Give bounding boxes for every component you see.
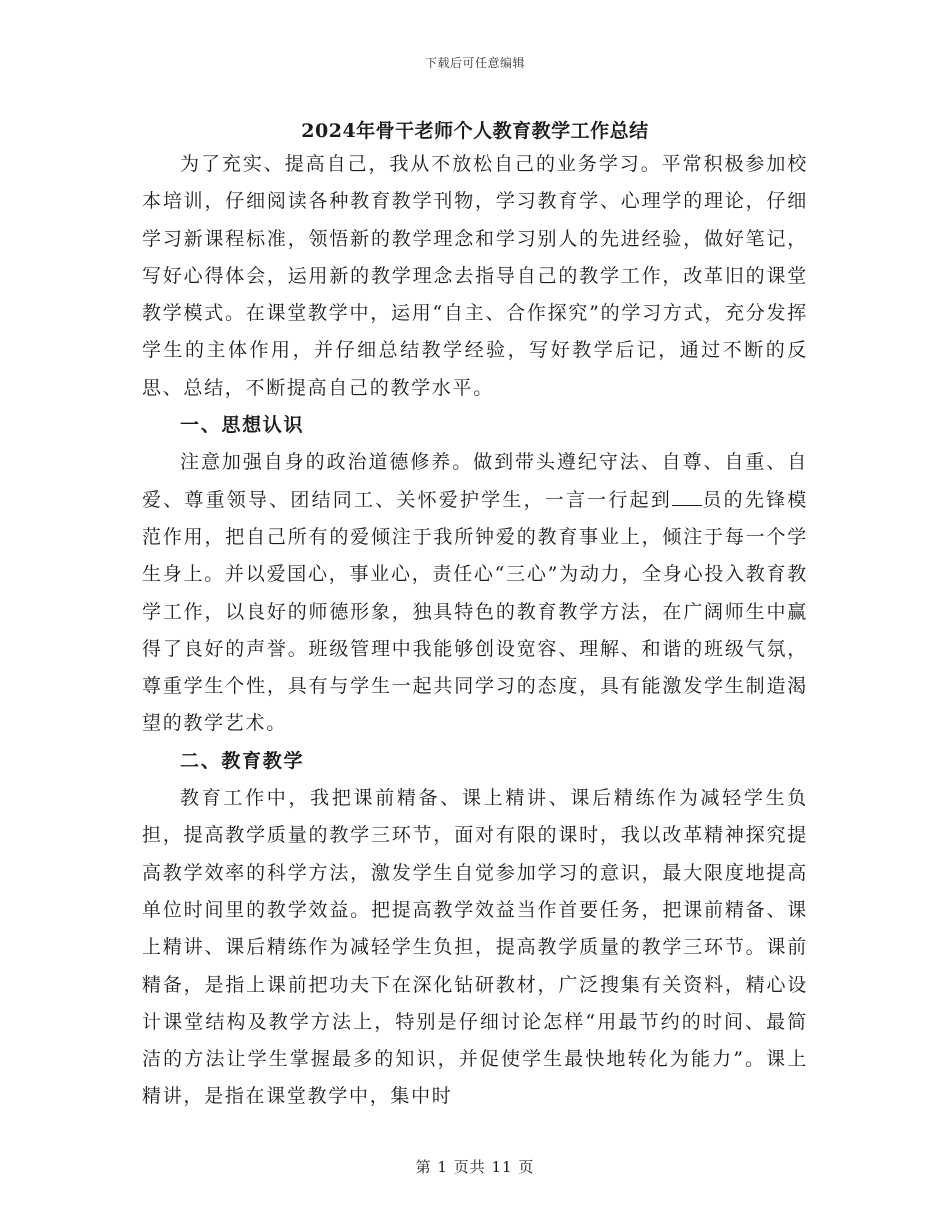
thought-text-part2: 员的先锋模范作用，把自己所有的爱倾注于我所钟爱的教育事业上，倾注于每一个学生身上。并以爱国心，事业心，责任心“三心”为动力，全身心投入教育教学工作，以良好的师德形象，独具特色的教育教学方法，在广阔师生中赢得了良好的声誉。班级管理中我能够创设宽容、理解、和谐的班级气氛，尊重学生个性，具有与学生一起共同学习的态度，具有能激发学生制造渴望的教学艺术。 bbox=[142, 488, 808, 735]
section-paragraph-teaching: 教育工作中，我把课前精备、课上精讲、课后精练作为减轻学生负担，提高教学质量的教学三环节，面对有限的课时，我以改革精神探究提高教学效率的科学方法，激发学生自觉参加学习的意识，最大限度地提高单位时间里的教学效益。把提高教学效益当作首要任务，把课前精备、课上精讲、课后精练作为减轻学生负担，提高教学质量的教学三环节。课前精备，是指上课前把功夫下在深化钻研教材，广泛搜集有关资料，精心设计课堂结构及教学方法上，特别是仔细讨论怎样“用最节约的时间、最简洁的方法让学生掌握最多的知识，并促使学生最快地转化为能力”。课上精讲，是指在课堂教学中，集中时 bbox=[142, 787, 808, 1108]
document-title: 2024年骨干老师个人教育教学工作总结 bbox=[301, 120, 649, 142]
thought-text-part1: 注意加强自身的政治道德修养。做到带头遵纪守法、自尊、自重、自爱、尊重领导、团结同工、关怀爱护学生，一言一行起到 bbox=[142, 451, 808, 511]
fill-in-blank bbox=[672, 486, 702, 506]
section-heading-thought: 一、思想认识 bbox=[180, 414, 305, 437]
document-body bbox=[142, 146, 808, 1116]
header-note: 下载后可任意编辑 bbox=[424, 56, 525, 70]
page-footer: 第 1 页共 11 页 bbox=[415, 1158, 535, 1176]
section-heading-teaching: 二、教育教学 bbox=[180, 749, 305, 772]
intro-paragraph: 为了充实、提高自己，我从不放松自己的业务学习。平常积极参加校本培训，仔细阅读各种教育教学刊物，学习教育学、心理学的理论，仔细学习新课程标准，领悟新的教学理念和学习别人的先进经验，做好笔记，写好心得体会，运用新的教学理念去指导自己的教学工作，改革旧的课堂教学模式。在课堂教学中，运用“自主、合作探究”的学习方式，充分发挥学生的主体作用，并仔细总结教学经验，写好教学后记，通过不断的反思、总结，不断提高自己的教学水平。 bbox=[142, 153, 808, 399]
section-paragraph-thought bbox=[142, 444, 808, 742]
